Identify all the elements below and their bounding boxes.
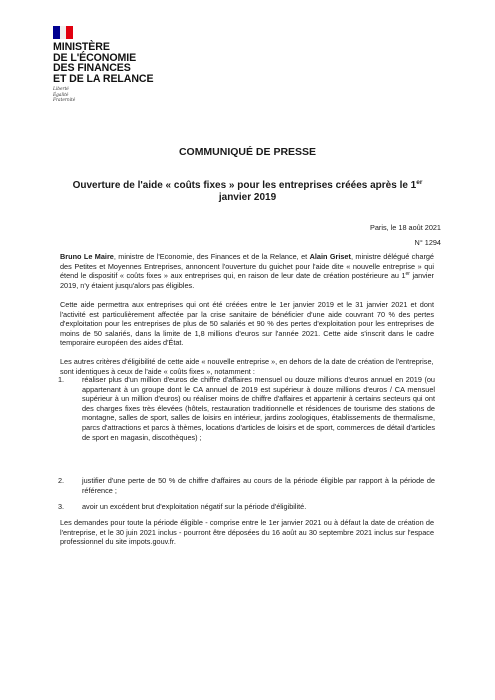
document-title <box>70 180 425 204</box>
intro-text: janvier 2019, n'y étaient jusqu'alors pas éligibles. <box>60 271 434 290</box>
republic-motto <box>53 87 153 103</box>
ministry-name <box>53 42 153 84</box>
publication-date: Paris, le 18 août 2021 <box>370 223 441 232</box>
ministry-logo <box>53 26 153 103</box>
intro-text: , ministre délégué chargé des Petites et Moyennes Entreprises, annoncent l'ouverture du guichet pour l'aide dite « nouvelle entreprise » qui étend le dispositif « coûts fixes » aux entreprises qui, en raison de leur date de création postérieure au 1 <box>60 252 434 281</box>
ministry-line: ET DE LA RELANCE <box>53 72 154 85</box>
application-paragraph: Les demandes pour toute la période éligible - comprise entre le 1er janvier 2021 ou à défaut la date de création de l'entreprise, et le 30 juin 2021 inclus - pourront être déposées du 16 août au 30 septembre 2021 inclus sur l'espace professionnel du site impots.gouv.fr. <box>60 518 434 547</box>
list-item-text: avoir un excédent brut d'exploitation négatif sur la période d'éligibilité. <box>82 502 307 511</box>
title-superscript: er <box>416 179 423 186</box>
motto-line: Fraternité <box>53 97 76 103</box>
list-item-text: réaliser plus d'un million d'euros de chiffre d'affaires mensuel ou douze millions d'euros annuel en 2019 (ou appartenant à un groupe dont le CA annuel de 2019 est supérieur à douze millions d'euros / CA mensuel supérieur à un million d'euros) ou réaliser moins de chiffre d'affaires et appartenir à certains secteurs qui ont des charges fixes très élevées (hôtels, restauration traditionnelle et résidences de tourisme des stations de montagne, salles de sport, salles de loisirs en intérieur, jardins zoologiques, établissements de thermalisme, parcs d'attractions et parcs à thèmes, locations d'articles de loisirs et de sport, commerces de détail d'articles de sport en magasin, discothèques) ; <box>82 375 435 442</box>
ministry-line: DE L'ÉCONOMIE <box>53 51 137 64</box>
title-main: Ouverture de l'aide « coûts fixes » pour les entreprises créées après le 1 <box>72 180 417 191</box>
ministry-line: MINISTÈRE <box>53 41 110 53</box>
intro-text: , ministre de l'Economie, des Finances et de la Relance, et <box>113 252 310 261</box>
list-item-number: 1. <box>58 375 65 384</box>
marianne-flag-icon <box>53 26 73 39</box>
list-item-number: 3. <box>58 502 65 511</box>
intro-superscript: er <box>405 271 410 278</box>
motto-line: Liberté <box>53 87 69 93</box>
intro-paragraph <box>60 252 434 290</box>
motto-line: Égalité <box>53 92 69 98</box>
minister-name: Bruno Le Maire <box>60 252 114 261</box>
minister-name: Alain Griset <box>309 252 351 261</box>
list-item-number: 2. <box>58 476 65 485</box>
list-item-text: justifier d'une perte de 50 % de chiffre d'affaires au cours de la période éligible par rapport à la période de référence ; <box>82 476 435 495</box>
release-number: N° 1294 <box>414 238 441 247</box>
criteria-intro-paragraph: Les autres critères d'éligibilité de cette aide « nouvelle entreprise », en dehors de la date de création de l'entreprise, sont identiques à ceux de l'aide « coûts fixes », notamment : <box>60 357 434 376</box>
aid-description-paragraph: Cette aide permettra aux entreprises qui ont été créées entre le 1er janvier 2019 et le 31 janvier 2021 et dont l'activité est particulièrement affectée par la crise sanitaire de bénéficier d'une aide couvrant 70 % des pertes d'exploitation pour les entreprises de plus de 50 salariés et 90 % des pertes d'exploitation pour les entreprises de moins de 50 salariés, dans la limite de 1,8 millions d'euros sur l'année 2021. Cette aide s'inscrit dans le cadre temporaire européen des aides d'État. <box>60 300 434 348</box>
ministry-line: DES FINANCES <box>53 62 131 75</box>
title-end: janvier 2019 <box>218 192 277 203</box>
press-release-label: COMMUNIQUÉ DE PRESSE <box>178 146 317 158</box>
